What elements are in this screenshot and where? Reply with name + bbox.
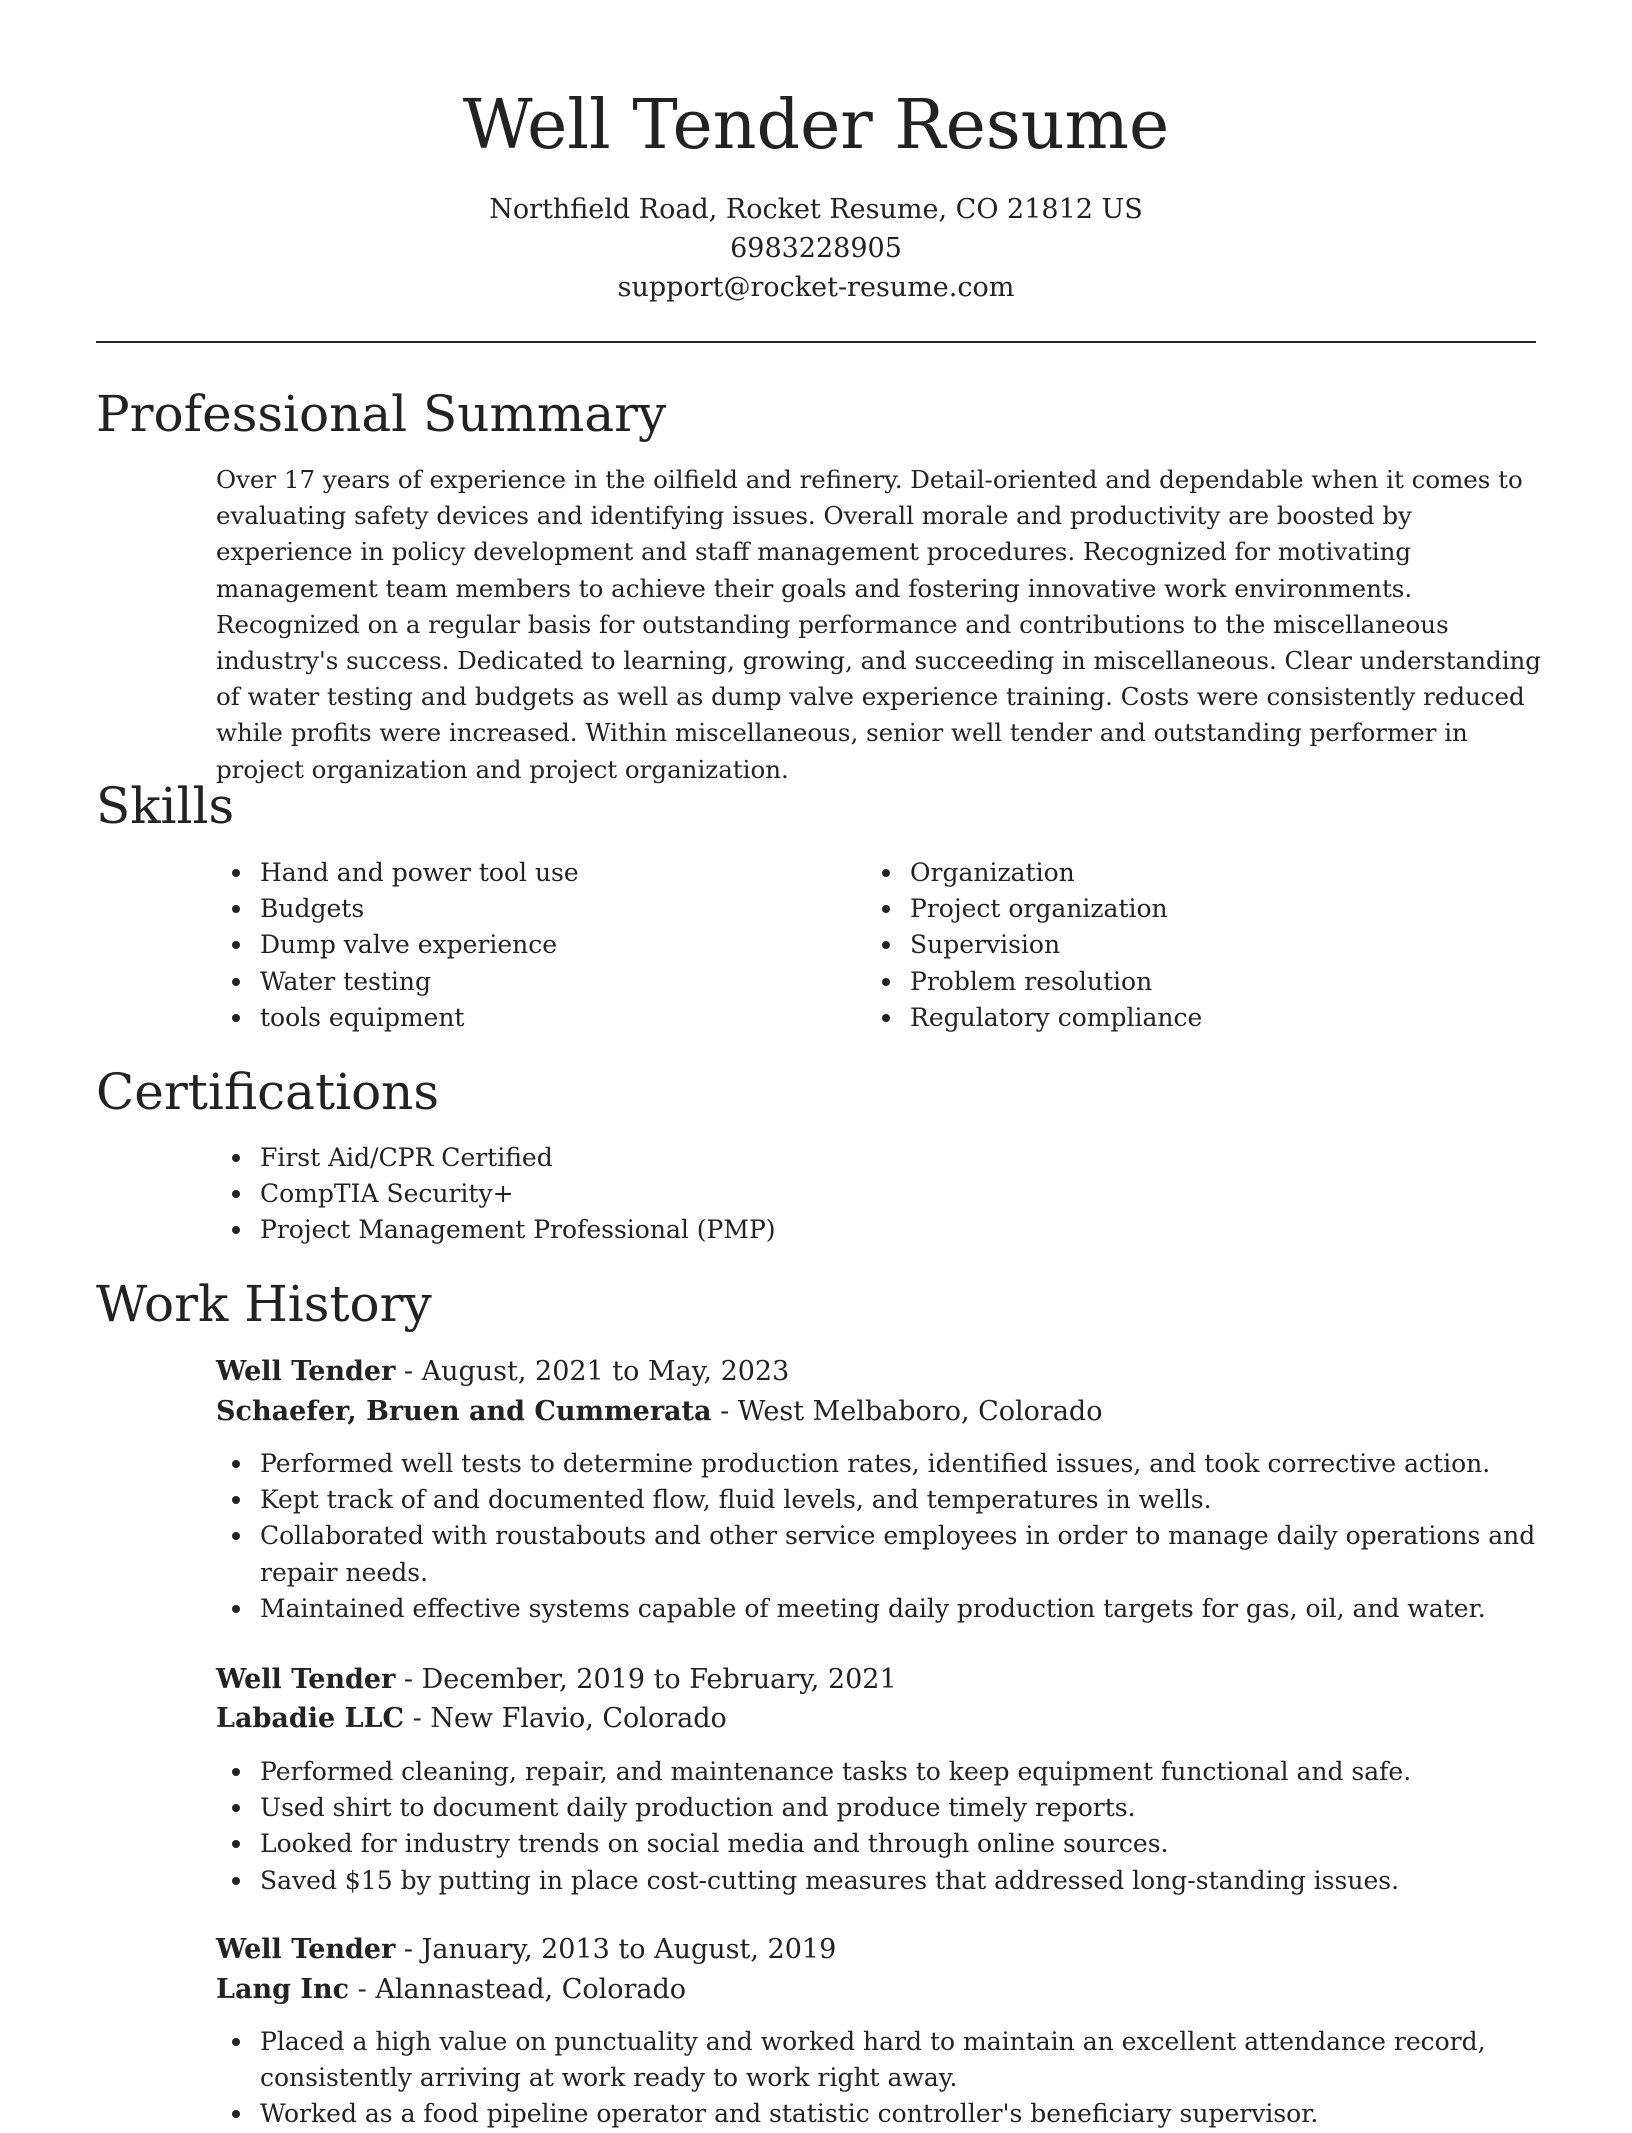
skill-item: Supervision — [866, 927, 1506, 963]
skill-item: Water testing — [216, 964, 816, 1000]
job-bullet: Looked for industry trends on social media and through online sources. — [216, 1826, 1536, 1862]
resume-title: Well Tender Resume — [462, 86, 1170, 165]
job-dates: - January, 2013 to August, 2019 — [395, 1934, 837, 1965]
job-title: Well Tender — [216, 1934, 396, 1965]
address: Northfield Road, Rocket Resume, CO 21812 US — [489, 194, 1143, 225]
certification-item: First Aid/CPR Certified — [216, 1140, 1516, 1176]
certifications-list — [216, 1140, 1516, 1249]
certifications-heading: Certifications — [96, 1063, 440, 1121]
job-bullet: Worked as a food pipeline operator and statistic controller's beneficiary supervisor. — [216, 2096, 1536, 2132]
job-location: - New Flavio, Colorado — [404, 1703, 727, 1734]
job-company-line — [216, 1392, 1102, 1432]
summary-heading: Professional Summary — [96, 385, 667, 443]
job-company: Labadie LLC — [216, 1703, 405, 1734]
skill-item: tools equipment — [216, 1000, 816, 1036]
email: support@rocket-resume.com — [617, 272, 1015, 303]
skill-item: Problem resolution — [866, 964, 1506, 1000]
work-history-heading: Work History — [96, 1275, 432, 1333]
job-company-line — [216, 1970, 686, 2010]
job-title: Well Tender — [216, 1664, 396, 1695]
skill-item: Regulatory compliance — [866, 1000, 1506, 1036]
job-title: Well Tender — [216, 1356, 396, 1387]
job-title-line — [216, 1660, 897, 1700]
skill-item: Organization — [866, 855, 1506, 891]
header-divider — [96, 341, 1536, 343]
job-bullet: Used shirt to document daily production and produce timely reports. — [216, 1790, 1536, 1826]
job-bullets — [216, 2024, 1536, 2133]
job-bullets — [216, 1754, 1536, 1899]
job-location: - Alannastead, Colorado — [349, 1974, 687, 2005]
phone: 6983228905 — [730, 233, 902, 264]
job-bullets — [216, 1446, 1536, 1627]
skills-list-right — [866, 855, 1506, 1036]
job-bullet: Saved $15 by putting in place cost-cutting measures that addressed long-standing issues. — [216, 1863, 1536, 1899]
job-company: Schaefer, Bruen and Cummerata — [216, 1396, 712, 1427]
skill-item: Hand and power tool use — [216, 855, 816, 891]
job-bullet: Performed well tests to determine production rates, identified issues, and took corrective action. — [216, 1446, 1536, 1482]
job-bullet: Kept track of and documented flow, fluid levels, and temperatures in wells. — [216, 1482, 1536, 1518]
summary-text: Over 17 years of experience in the oilfield and refinery. Detail-oriented and dependable when it comes to evaluating safety devices and identifying issues. Overall morale and productivity are boosted by experience in policy development and staff management procedures. Recognized for motivating management team members to achieve their goals and fostering innovative work environments. Recognized on a regular basis for outstanding performance and contributions to the miscellaneous industry's success. Dedicated to learning, growing, and succeeding in miscellaneous. Clear understanding of water testing and budgets as well as dump valve experience training. Costs were consistently reduced while profits were increased. Within miscellaneous, senior well tender and outstanding performer in project organization and project organization. — [216, 465, 1541, 784]
skills-list-left — [216, 855, 816, 1036]
job-bullet: Performed cleaning, repair, and maintenance tasks to keep equipment functional and safe. — [216, 1754, 1536, 1790]
job-bullet: Placed a high value on punctuality and worked hard to maintain an excellent attendance record, consistently arriving at work ready to work right away. — [216, 2024, 1536, 2096]
skills-heading: Skills — [96, 777, 235, 835]
job-company: Lang Inc — [216, 1974, 350, 2005]
job-bullet: Collaborated with roustabouts and other service employees in order to manage daily operations and repair needs. — [216, 1518, 1536, 1590]
job-dates: - August, 2021 to May, 2023 — [395, 1356, 790, 1387]
job-dates: - December, 2019 to February, 2021 — [395, 1664, 897, 1695]
job-title-line — [216, 1930, 836, 1970]
certification-item: CompTIA Security+ — [216, 1176, 1516, 1212]
skill-item: Budgets — [216, 891, 816, 927]
job-location: - West Melbaboro, Colorado — [711, 1396, 1103, 1427]
skill-item: Dump valve experience — [216, 927, 816, 963]
job-company-line — [216, 1699, 727, 1739]
job-bullet: Maintained effective systems capable of meeting daily production targets for gas, oil, and water. — [216, 1591, 1536, 1627]
job-title-line — [216, 1352, 789, 1392]
certification-item: Project Management Professional (PMP) — [216, 1212, 1516, 1248]
skill-item: Project organization — [866, 891, 1506, 927]
